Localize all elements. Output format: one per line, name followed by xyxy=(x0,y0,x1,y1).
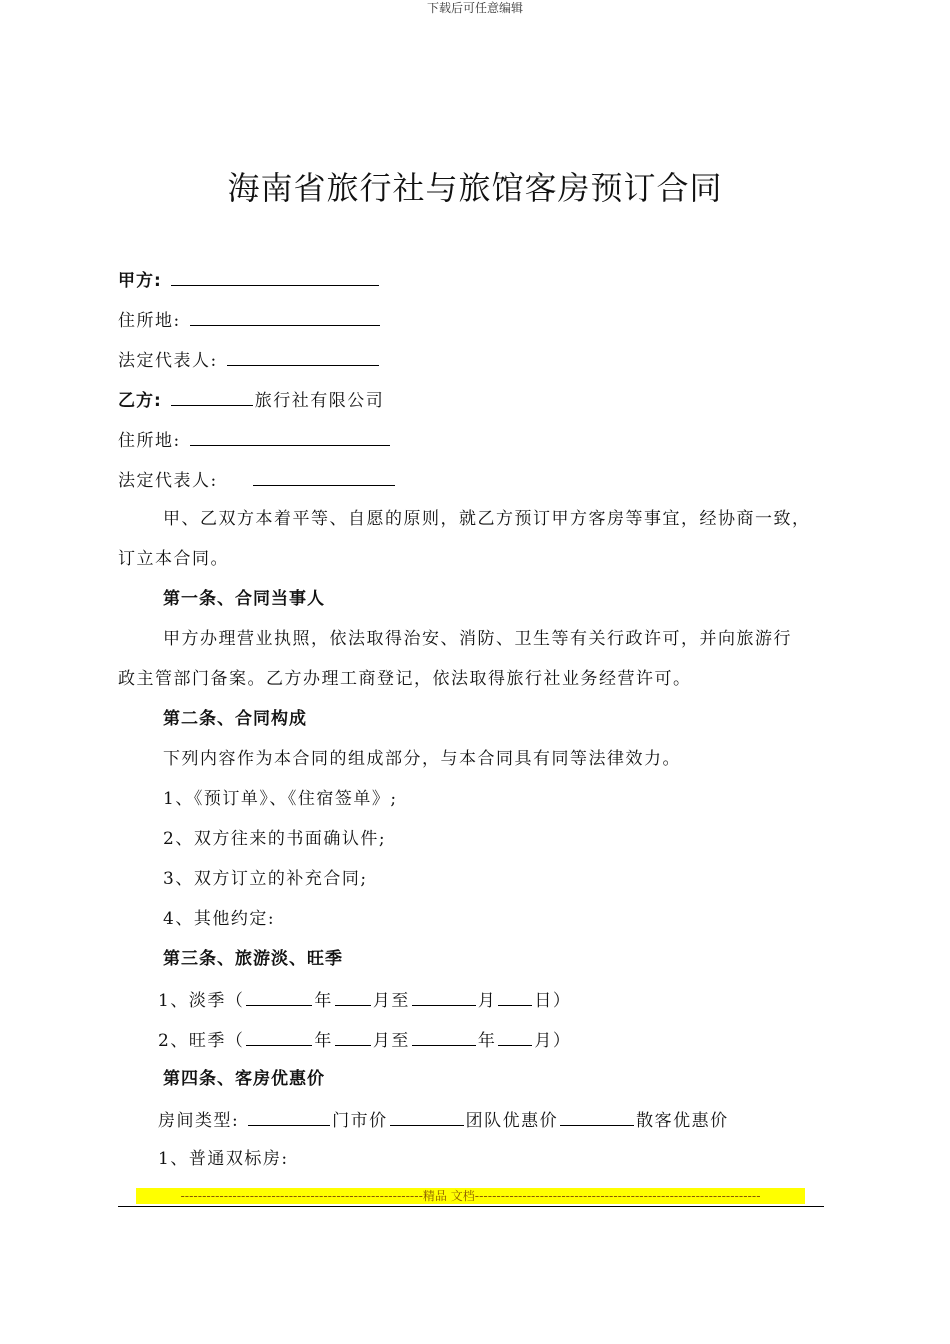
article-2-item: 2、双方往来的书面确认件; xyxy=(163,829,387,849)
party-a-line xyxy=(118,267,381,293)
peak-season-year2-blank[interactable] xyxy=(412,1027,476,1046)
party-b-address-label: 住所地: xyxy=(118,431,181,451)
party-a-rep-label: 法定代表人: xyxy=(118,351,218,371)
document-title: 海南省旅行社与旅馆客房预订合同 xyxy=(227,169,723,207)
door-price-blank[interactable] xyxy=(390,1107,464,1126)
footer-rule xyxy=(118,1206,824,1207)
off-season-line xyxy=(158,987,571,1013)
article-2-item: 3、双方订立的补充合同; xyxy=(163,869,368,889)
party-a-address-blank[interactable] xyxy=(190,307,380,326)
article-2-heading: 第二条、合同构成 xyxy=(163,709,307,729)
peak-season-prefix: 2、旺季（ xyxy=(158,1031,245,1051)
peak-season-line xyxy=(158,1027,571,1053)
peak-season-year2: 年 xyxy=(477,1031,497,1051)
article-3-heading: 第三条、旅游淡、旺季 xyxy=(163,949,343,969)
header-note: 下载后可任意编辑 xyxy=(426,1,523,15)
intro-line-1: 甲、乙双方本着平等、自愿的原则，就乙方预订甲方客房等事宜，经协商一致， xyxy=(163,509,811,529)
party-b-rep-line xyxy=(118,467,397,493)
article-2-intro: 下列内容作为本合同的组成部分，与本合同具有同等法律效力。 xyxy=(163,749,681,769)
peak-season-month-blank[interactable] xyxy=(335,1027,371,1046)
party-a-rep-line xyxy=(118,347,381,373)
footer-watermark-band xyxy=(136,1188,805,1204)
party-a-address-line xyxy=(118,307,382,333)
peak-season-month: 月至 xyxy=(372,1031,410,1051)
party-b-rep-blank[interactable] xyxy=(253,467,395,486)
off-season-month2-blank[interactable] xyxy=(412,987,476,1006)
article-1-heading: 第一条、合同当事人 xyxy=(163,589,325,609)
party-b-line xyxy=(118,387,384,413)
party-a-rep-blank[interactable] xyxy=(227,347,379,366)
off-season-day: 日） xyxy=(534,991,572,1011)
off-season-year-blank[interactable] xyxy=(246,987,312,1006)
article-1-line-2: 政主管部门备案。乙方办理工商登记，依法取得旅行社业务经营许可。 xyxy=(118,669,692,689)
party-a-label: 甲方: xyxy=(118,271,162,291)
party-b-address-line xyxy=(118,427,392,453)
footer-label: 精品 文档 xyxy=(422,1189,475,1203)
article-2-item: 4、其他约定: xyxy=(163,909,276,929)
off-season-prefix: 1、淡季（ xyxy=(158,991,245,1011)
room-type-blank[interactable] xyxy=(248,1107,330,1126)
party-b-rep-label: 法定代表人: xyxy=(118,471,218,491)
party-a-address-label: 住所地: xyxy=(118,311,181,331)
party-b-label: 乙方: xyxy=(118,391,162,411)
group-price-blank[interactable] xyxy=(560,1107,634,1126)
off-season-day-blank[interactable] xyxy=(498,987,532,1006)
party-b-suffix: 旅行社有限公司 xyxy=(254,391,385,411)
room-price-line xyxy=(158,1107,729,1133)
peak-season-year-blank[interactable] xyxy=(246,1027,312,1046)
off-season-month2: 月 xyxy=(477,991,497,1011)
article-4-heading: 第四条、客房优惠价 xyxy=(163,1069,325,1089)
footer-left-dashes: -------------------------------------------------------- xyxy=(180,1189,423,1203)
room-type-label: 房间类型: xyxy=(158,1111,240,1131)
door-price-label: 门市价 xyxy=(332,1111,388,1131)
off-season-year: 年 xyxy=(314,991,333,1011)
off-season-month-blank[interactable] xyxy=(335,987,371,1006)
party-b-blank[interactable] xyxy=(171,387,253,406)
article-4-item-1: 1、普通双标房: xyxy=(158,1149,289,1169)
article-1-line-1: 甲方办理营业执照，依法取得治安、消防、卫生等有关行政许可，并向旅游行 xyxy=(163,629,792,649)
off-season-month: 月至 xyxy=(372,991,410,1011)
party-a-blank[interactable] xyxy=(171,267,379,286)
individual-price-label: 散客优惠价 xyxy=(636,1111,729,1131)
peak-season-year: 年 xyxy=(314,1031,333,1051)
peak-season-month2-blank[interactable] xyxy=(498,1027,532,1046)
article-2-item: 1、《预订单》、《住宿签单》; xyxy=(163,789,398,809)
peak-season-month2: 月） xyxy=(534,1031,572,1051)
party-b-address-blank[interactable] xyxy=(190,427,390,446)
intro-line-2: 订立本合同。 xyxy=(118,549,229,569)
group-price-label: 团队优惠价 xyxy=(465,1111,559,1131)
footer-right-dashes: ------------------------------------------------------------------ xyxy=(474,1189,761,1203)
